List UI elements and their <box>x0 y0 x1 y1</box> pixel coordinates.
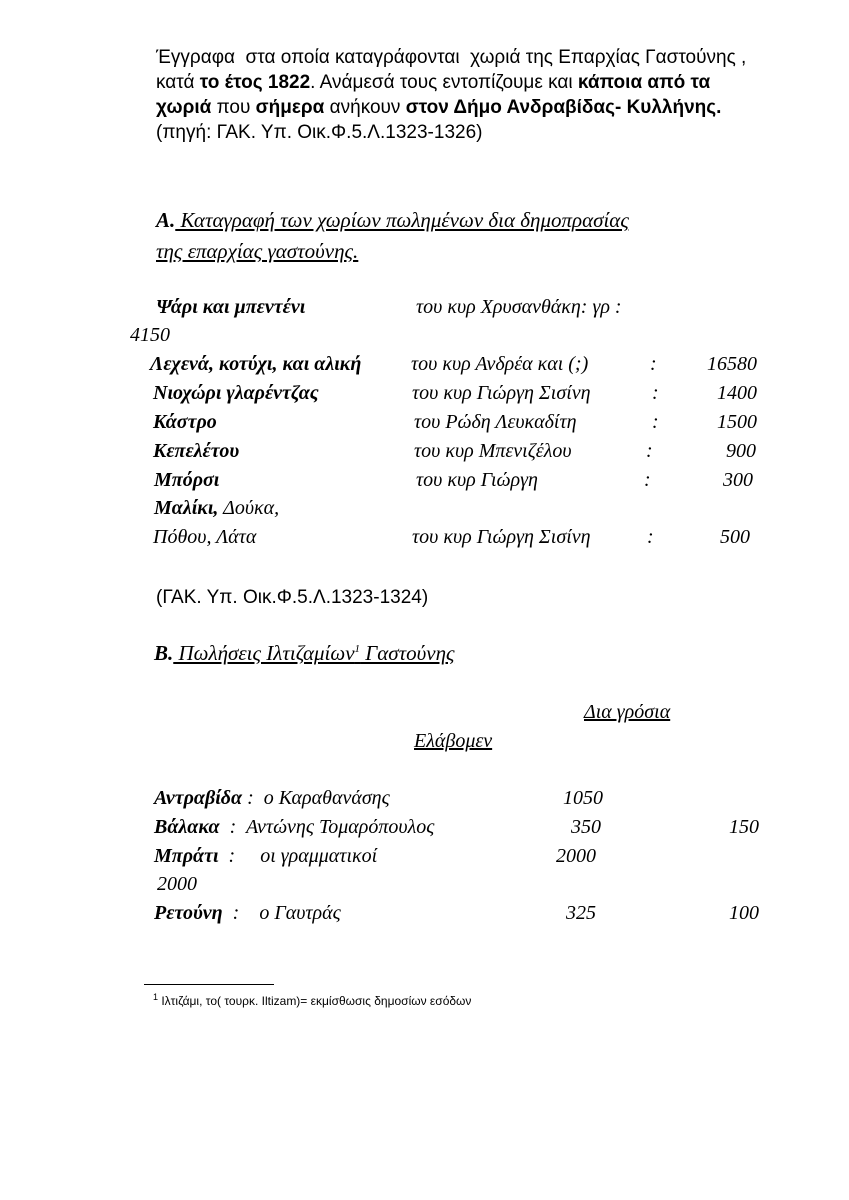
amount-value: 4150 <box>130 324 170 346</box>
price-value: 350 <box>571 816 601 838</box>
buyer-name: του Ρώδη Λευκαδίτη <box>414 411 577 433</box>
separator: : <box>218 845 261 867</box>
place-name-main: Μαλίκι, <box>154 497 219 519</box>
footnote-divider <box>144 984 274 985</box>
price-value: 2000 <box>556 845 596 867</box>
intro-paragraph <box>156 45 756 145</box>
intro-municipality: στον Δήμο Ανδραβίδας- Κυλλήνης. <box>405 97 722 118</box>
section-a-title-line1: Καταγραφή των χωρίων πωλημένων δια δημοπρασίας <box>175 208 629 232</box>
footnote <box>153 994 471 1008</box>
place-name: Αντραβίδα <box>154 787 243 809</box>
buyer-name: ο Καραθανάσης <box>263 787 390 809</box>
price-value: 1050 <box>563 787 603 809</box>
buyer-name: του κυρ Γιώργη Σισίνη <box>412 526 591 548</box>
intro-text-1: Έγγραφα στα οποία καταγράφονται χωριά της Επαρχίας Γαστούνης , κατά <box>156 47 752 93</box>
place-name: Ψάρι και μπεντένι <box>156 296 306 318</box>
place-name: Κάστρο <box>153 411 217 433</box>
price-value: 325 <box>566 902 596 924</box>
place-name-extra: Δούκα, <box>218 497 280 519</box>
place-name: Λεχενά, κοτύχι, και αλική <box>150 353 362 375</box>
footnote-text: Ιλτιζάμι, το( τουρκ. Iltizam)= εκμίσθωσις δημοσίων εσόδων <box>158 994 472 1008</box>
received-value: 150 <box>729 816 759 838</box>
colon: : <box>646 440 653 462</box>
section-a-letter: Α. <box>156 208 176 232</box>
buyer-name: του κυρ Γιώργη <box>416 469 538 491</box>
intro-source: (πηγή: ΓΑΚ. Υπ. Οικ.Φ.5.Λ.1323-1326) <box>156 122 483 143</box>
place-name: Κεπελέτου <box>153 440 240 462</box>
amount-value: 1500 <box>717 411 757 433</box>
intro-text-3: που <box>211 97 256 118</box>
amount-value: 900 <box>726 440 756 462</box>
footnote-marker: 1 <box>153 992 159 1002</box>
buyer-name: του κυρ Χρυσανθάκη: γρ : <box>416 296 622 318</box>
buyer-name: του κυρ Γιώργη Σισίνη <box>412 382 591 404</box>
sale-row <box>154 816 434 839</box>
buyer-name: του κυρ Ανδρέα και (;) <box>411 353 589 375</box>
place-name-line2: Πόθου, Λάτα <box>153 526 257 548</box>
sale-row <box>154 845 377 868</box>
section-b-title-text: Πωλήσεις Ιλτιζαμίων <box>173 641 355 665</box>
buyer-name: οι γραμματικοί <box>260 845 378 867</box>
received-value: 2000 <box>157 873 197 895</box>
received-value: 100 <box>729 902 759 924</box>
place-name: Βάλακα <box>154 816 220 838</box>
section-b-title <box>173 641 454 665</box>
separator: : <box>219 816 246 838</box>
amount-value: 300 <box>723 469 753 491</box>
amount-value: 1400 <box>717 382 757 404</box>
separator: : <box>242 787 264 809</box>
place-name: Ρετούνη <box>154 902 223 924</box>
intro-villages: κάποια από τα χωριά <box>156 72 716 118</box>
buyer-name: Αντώνης Τομαρόπουλος <box>245 816 435 838</box>
colon: : <box>650 353 657 375</box>
section-a-source: (ΓΑΚ. Υπ. Οικ.Φ.5.Λ.1323-1324) <box>156 587 429 608</box>
column-header-received: Ελάβομεν <box>414 730 493 752</box>
colon: : <box>652 382 659 404</box>
place-name <box>154 497 279 520</box>
section-a-heading <box>156 208 629 233</box>
buyer-name: του κυρ Μπενιζέλου <box>414 440 572 462</box>
sale-row <box>154 787 390 810</box>
place-name: Μπράτι <box>154 845 219 867</box>
intro-text-4: ανήκουν <box>324 97 406 118</box>
place-name: Μπόρσι <box>154 469 220 491</box>
intro-text-2: . Ανάμεσά τους εντοπίζουμε και <box>310 72 578 93</box>
section-b-heading <box>154 641 455 666</box>
place-name: Νιοχώρι γλαρέντζας <box>153 382 319 404</box>
colon: : <box>647 526 654 548</box>
amount-value: 500 <box>720 526 750 548</box>
intro-today: σήμερα <box>255 97 325 118</box>
amount-value: 16580 <box>707 353 757 375</box>
sale-row <box>154 902 341 925</box>
separator: : <box>222 902 260 924</box>
section-a-title-line2: της επαρχίας γαστούνης. <box>156 239 359 263</box>
section-b-title-tail: Γαστούνης <box>360 641 455 665</box>
colon: : <box>644 469 651 491</box>
footnote-ref: 1 <box>354 643 361 655</box>
section-b-letter: Β. <box>154 641 174 665</box>
colon: : <box>652 411 659 433</box>
column-header-price: Δια γρόσια <box>584 701 671 723</box>
intro-year: το έτος 1822 <box>199 72 311 93</box>
buyer-name: ο Γαυτράς <box>259 902 341 924</box>
